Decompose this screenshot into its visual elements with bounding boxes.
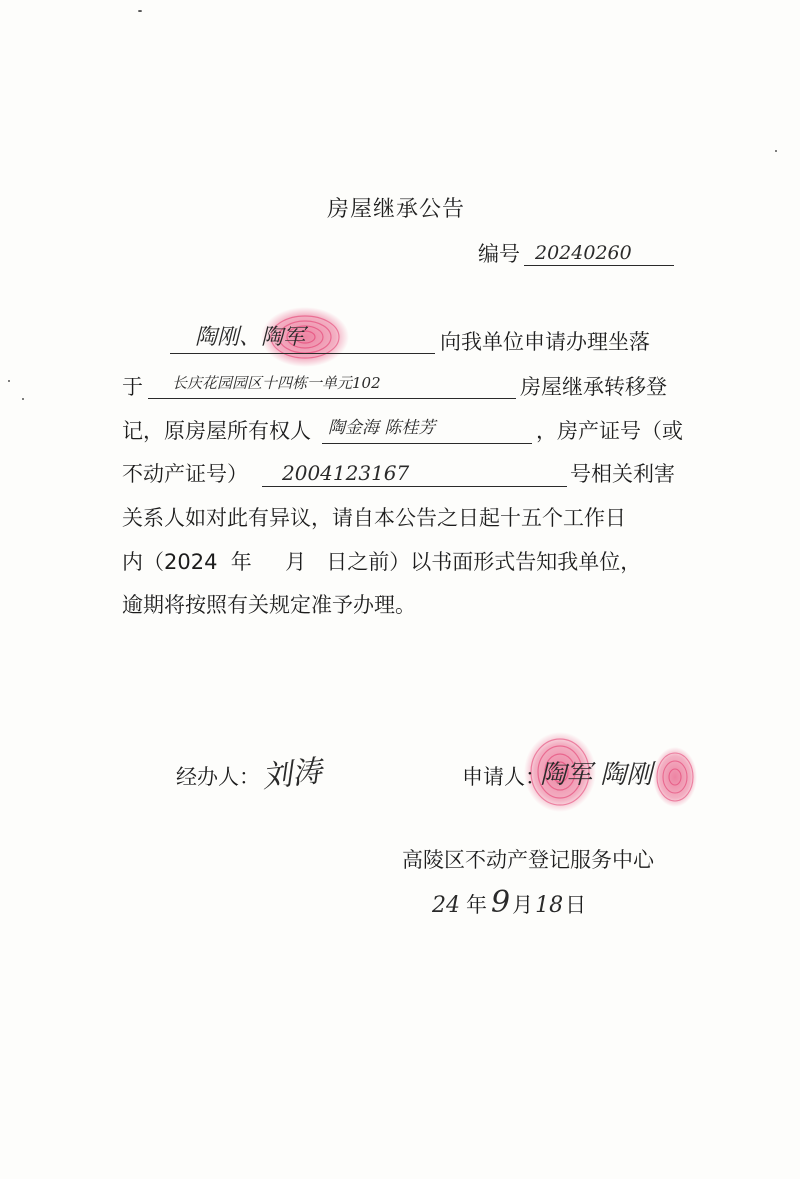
certificate-underline [262, 486, 567, 487]
scan-speck [8, 380, 10, 382]
body-line-2-prefix: 于 [122, 375, 143, 399]
certificate-number-handwritten: 2004123167 [282, 461, 410, 485]
date-year-unit: 年 [466, 893, 487, 917]
handler-label: 经办人： [176, 765, 260, 789]
applicant-label: 申请人： [462, 765, 546, 789]
owners-underline [322, 443, 532, 444]
scan-speck [775, 150, 777, 152]
serial-label: 编号 [478, 242, 520, 266]
date-year: 24 [432, 893, 460, 918]
handler-signature: 刘涛 [260, 753, 324, 796]
date-month: 9 [491, 885, 511, 920]
document-title: 房屋继承公告 [327, 197, 466, 222]
body-line-4-suffix: 号相关利害 [570, 462, 675, 486]
location-underline [148, 398, 516, 399]
property-location-handwritten: 长庆花园园区十四栋一单元102 [172, 374, 381, 392]
fingerprint-stamp-3 [650, 745, 700, 810]
issue-date [432, 885, 587, 920]
body-line-3-prefix: 记，原房屋所有权人 [122, 419, 311, 443]
body-line-6: 内（2024 年 月 日之前）以书面形式告知我单位， [122, 550, 642, 574]
body-line-3-suffix: ，房产证号（或 [536, 419, 683, 443]
body-line-5: 关系人如对此有异议，请自本公告之日起十五个工作日 [122, 506, 626, 530]
scan-speck [22, 398, 24, 400]
body-line-7: 逾期将按照有关规定准予办理。 [122, 593, 416, 617]
date-month-unit: 月 [512, 893, 534, 917]
body-line-4-prefix: 不动产证号） [122, 462, 248, 486]
date-day-unit: 日 [565, 893, 587, 917]
applicant-underline [170, 353, 435, 354]
date-day: 18 [535, 893, 564, 918]
body-line-1: 向我单位申请办理坐落 [440, 330, 650, 354]
serial-number: 20240260 [535, 242, 632, 264]
original-owners-handwritten: 陶金海 陈桂芳 [328, 418, 436, 438]
applicant-signature: 陶军 陶刚 [540, 760, 653, 790]
scan-speck [138, 10, 142, 12]
serial-underline [524, 265, 674, 266]
applicant-names-handwritten: 陶刚、陶军 [195, 325, 306, 350]
body-line-2-suffix: 房屋继承转移登 [520, 375, 667, 399]
issuer-name: 高陵区不动产登记服务中心 [402, 848, 654, 872]
